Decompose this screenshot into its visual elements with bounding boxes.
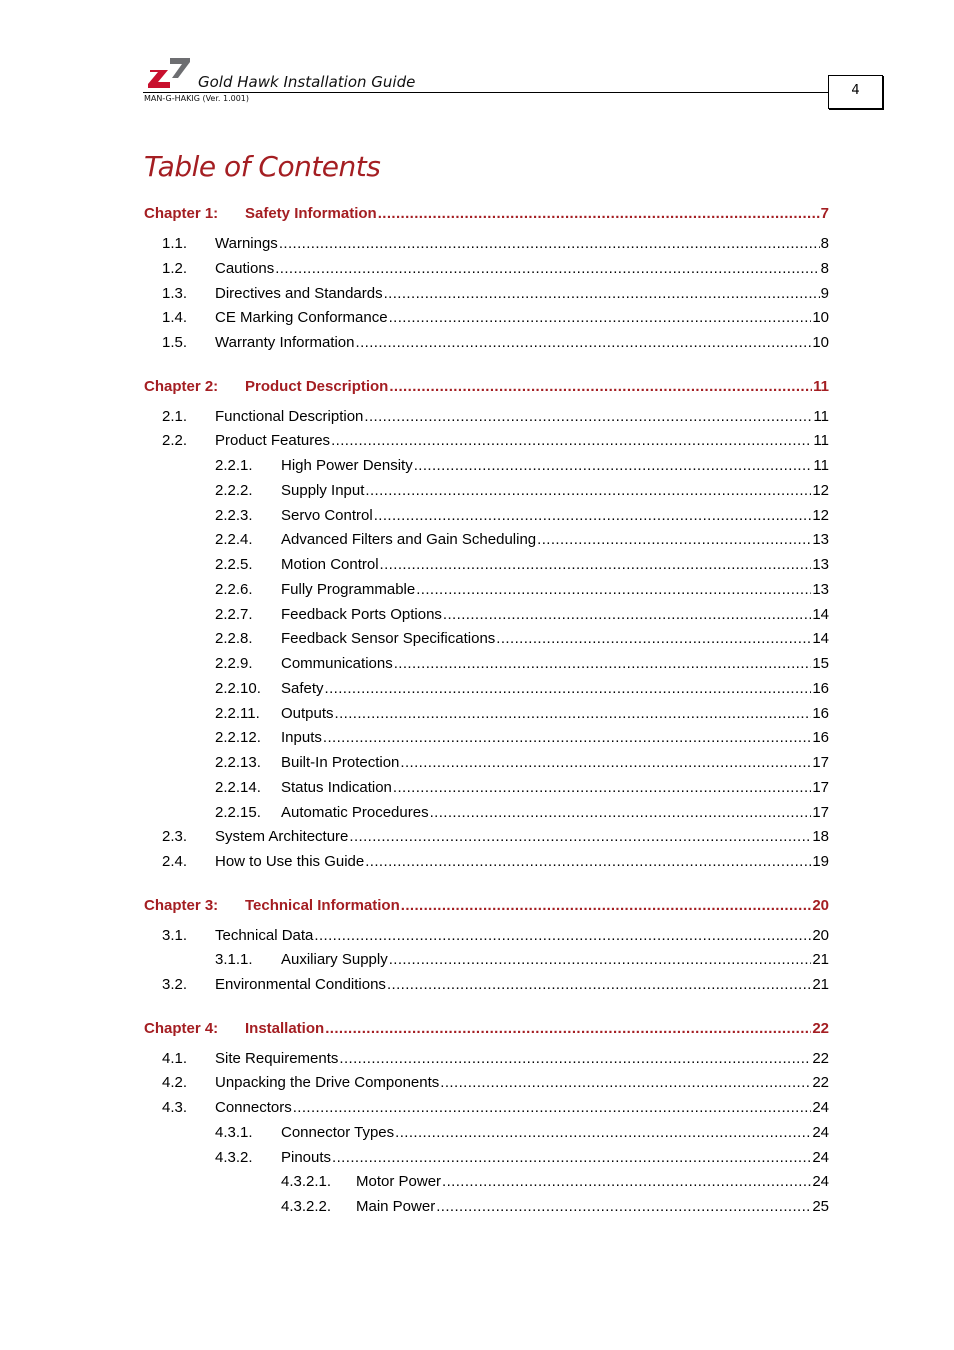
toc-entry-number: 2.2.10. xyxy=(215,680,261,697)
toc-entry-title: High Power Density xyxy=(281,457,413,474)
toc-dot-leader xyxy=(389,376,812,398)
toc-dot-leader xyxy=(395,1122,811,1144)
toc-entry-number: 2.4. xyxy=(162,853,188,870)
toc-dot-leader xyxy=(436,1196,811,1218)
toc-entry[interactable] xyxy=(215,802,829,824)
toc-entry-page: 13 xyxy=(812,556,829,573)
toc-dot-leader xyxy=(365,851,811,873)
toc-entry[interactable] xyxy=(215,777,829,799)
toc-dot-leader xyxy=(314,925,811,947)
toc-chapter-entry[interactable] xyxy=(144,1018,829,1040)
toc-entry[interactable] xyxy=(281,1196,829,1218)
toc-entry-title: Feedback Sensor Specifications xyxy=(281,630,496,647)
toc-entry[interactable] xyxy=(162,851,829,873)
toc-entry-page: 16 xyxy=(812,729,829,746)
toc-entry-title: Motor Power xyxy=(356,1173,442,1190)
toc-dot-leader xyxy=(384,283,820,305)
toc-entry-title: Unpacking the Drive Components xyxy=(215,1074,440,1091)
toc-entry-number: 2.2.14. xyxy=(215,779,261,796)
toc-dot-leader xyxy=(335,703,812,725)
toc-entry[interactable] xyxy=(215,1147,829,1169)
toc-entry-page: 16 xyxy=(812,705,829,722)
toc-entry-page: 11 xyxy=(813,378,829,395)
toc-entry-page: 13 xyxy=(812,531,829,548)
toc-entry-title: Product Features xyxy=(215,432,331,449)
toc-entry-number: 2.2. xyxy=(162,432,188,449)
toc-entry[interactable] xyxy=(162,233,829,255)
toc-dot-leader xyxy=(443,604,811,626)
toc-entry[interactable] xyxy=(215,949,829,971)
toc-entry-page: 10 xyxy=(812,309,829,326)
toc-entry-number: Chapter 2: xyxy=(144,378,219,395)
toc-dot-leader xyxy=(378,203,820,225)
toc-entry[interactable] xyxy=(215,703,829,725)
toc-dot-leader xyxy=(349,826,811,848)
toc-entry[interactable] xyxy=(162,1097,829,1119)
header-divider xyxy=(143,92,829,93)
toc-entry-title: Inputs xyxy=(281,729,322,746)
toc-entry[interactable] xyxy=(215,653,829,675)
toc-entry-page: 24 xyxy=(812,1124,829,1141)
toc-entry[interactable] xyxy=(215,455,829,477)
toc-entry-number: 3.1.1. xyxy=(215,951,253,968)
toc-entry-number: 2.2.6. xyxy=(215,581,253,598)
toc-entry-page: 14 xyxy=(812,630,829,647)
toc-entry-title: Safety Information xyxy=(245,205,377,222)
toc-entry-title: Communications xyxy=(281,655,393,672)
toc-entry-title: Site Requirements xyxy=(215,1050,339,1067)
toc-entry[interactable] xyxy=(215,579,829,601)
toc-entry-number: 4.3.2.1. xyxy=(281,1173,332,1190)
page-number: 4 xyxy=(828,75,883,109)
toc-entry-number: 1.1. xyxy=(162,235,188,252)
toc-entry-title: Warnings xyxy=(215,235,278,252)
toc-entry-title: Product Description xyxy=(245,378,389,395)
toc-entry-number: 4.3. xyxy=(162,1099,188,1116)
toc-dot-leader xyxy=(496,628,811,650)
toc-entry-page: 17 xyxy=(812,754,829,771)
toc-entry[interactable] xyxy=(162,925,829,947)
toc-entry-number: 3.2. xyxy=(162,976,188,993)
toc-entry-title: Feedback Ports Options xyxy=(281,606,442,623)
toc-dot-leader xyxy=(393,777,811,799)
toc-entry-title: CE Marking Conformance xyxy=(215,309,388,326)
toc-entry-number: 2.2.15. xyxy=(215,804,261,821)
toc-dot-leader xyxy=(537,529,811,551)
toc-entry-page: 22 xyxy=(812,1074,829,1091)
toc-entry-page: 20 xyxy=(812,897,829,914)
toc-entry-number: 4.3.2.2. xyxy=(281,1198,332,1215)
toc-entry-page: 24 xyxy=(812,1099,829,1116)
toc-dot-leader xyxy=(374,505,812,527)
toc-entry-page: 18 xyxy=(812,828,829,845)
toc-dot-leader xyxy=(323,727,811,749)
toc-chapter-entry[interactable] xyxy=(144,895,829,917)
toc-entry[interactable] xyxy=(215,529,829,551)
toc-entry-page: 16 xyxy=(812,680,829,697)
toc-dot-leader xyxy=(416,579,811,601)
toc-entry[interactable] xyxy=(162,826,829,848)
toc-entry-number: 2.1. xyxy=(162,408,188,425)
toc-entry-page: 17 xyxy=(812,804,829,821)
toc-entry-page: 21 xyxy=(812,976,829,993)
toc-entry-title: Motion Control xyxy=(281,556,379,573)
toc-entry-title: Advanced Filters and Gain Scheduling xyxy=(281,531,537,548)
toc-entry-title: Safety xyxy=(281,680,324,697)
toc-entry[interactable] xyxy=(215,505,829,527)
toc-dot-leader xyxy=(331,430,812,452)
company-logo xyxy=(148,58,190,88)
toc-entry-title: Servo Control xyxy=(281,507,373,524)
toc-entry-title: Technical Information xyxy=(245,897,400,914)
toc-dot-leader xyxy=(365,480,811,502)
toc-dot-leader xyxy=(339,1048,811,1070)
toc-entry[interactable] xyxy=(162,406,829,428)
toc-dot-leader xyxy=(440,1072,811,1094)
toc-dot-leader xyxy=(387,974,811,996)
toc-dot-leader xyxy=(389,307,812,329)
toc-entry-number: 1.5. xyxy=(162,334,188,351)
toc-entry[interactable] xyxy=(215,727,829,749)
toc-entry-number: 1.2. xyxy=(162,260,188,277)
toc-entry-number: Chapter 3: xyxy=(144,897,219,914)
toc-entry[interactable] xyxy=(215,480,829,502)
toc-entry-title: Pinouts xyxy=(281,1149,332,1166)
toc-entry-number: 2.2.1. xyxy=(215,457,253,474)
toc-entry-number: Chapter 4: xyxy=(144,1020,219,1037)
toc-dot-leader xyxy=(325,1018,811,1040)
toc-dot-leader xyxy=(364,406,812,428)
toc-entry-number: Chapter 1: xyxy=(144,205,219,222)
toc-entry-number: 2.2.13. xyxy=(215,754,261,771)
toc-entry-page: 14 xyxy=(812,606,829,623)
toc-dot-leader xyxy=(442,1171,811,1193)
toc-dot-leader xyxy=(332,1147,811,1169)
toc-dot-leader xyxy=(293,1097,812,1119)
toc-dot-leader xyxy=(380,554,812,576)
toc-entry-number: 2.2.12. xyxy=(215,729,261,746)
toc-entry-title: Cautions xyxy=(215,260,275,277)
toc-entry-number: 4.3.1. xyxy=(215,1124,253,1141)
toc-entry-title: Fully Programmable xyxy=(281,581,416,598)
toc-entry-number: 1.4. xyxy=(162,309,188,326)
toc-entry-page: 25 xyxy=(812,1198,829,1215)
toc-entry-title: Outputs xyxy=(281,705,334,722)
toc-entry-title: Status Indication xyxy=(281,779,392,796)
toc-dot-leader xyxy=(430,802,812,824)
toc-entry-title: Connectors xyxy=(215,1099,292,1116)
toc-entry[interactable] xyxy=(162,1072,829,1094)
toc-entry-title: System Architecture xyxy=(215,828,349,845)
toc-entry-page: 12 xyxy=(812,482,829,499)
toc-heading: Table of Contents xyxy=(144,150,381,183)
toc-entry-page: 10 xyxy=(812,334,829,351)
toc-chapter-entry[interactable] xyxy=(144,376,829,398)
toc-entry-title: Directives and Standards xyxy=(215,285,383,302)
toc-entry[interactable] xyxy=(162,1048,829,1070)
toc-entry-number: 2.2.9. xyxy=(215,655,253,672)
document-title: Gold Hawk Installation Guide xyxy=(198,73,416,91)
toc-entry-page: 13 xyxy=(812,581,829,598)
toc-dot-leader xyxy=(356,332,812,354)
toc-entry-number: 2.2.4. xyxy=(215,531,253,548)
toc-entry[interactable] xyxy=(162,283,829,305)
toc-entry-number: 2.2.7. xyxy=(215,606,253,623)
toc-entry[interactable] xyxy=(162,258,829,280)
toc-dot-leader xyxy=(389,949,812,971)
toc-entry-title: Auxiliary Supply xyxy=(281,951,388,968)
toc-entry-title: Built-In Protection xyxy=(281,754,400,771)
toc-entry-title: How to Use this Guide xyxy=(215,853,365,870)
toc-entry-number: 2.2.5. xyxy=(215,556,253,573)
toc-entry[interactable] xyxy=(281,1171,829,1193)
toc-entry-title: Technical Data xyxy=(215,927,314,944)
toc-entry[interactable] xyxy=(162,974,829,996)
toc-entry-number: 2.2.11. xyxy=(215,705,260,722)
toc-entry[interactable] xyxy=(215,628,829,650)
toc-entry-page: 8 xyxy=(820,235,829,252)
toc-entry-page: 9 xyxy=(820,285,829,302)
toc-entry-title: Environmental Conditions xyxy=(215,976,386,993)
toc-entry-page: 11 xyxy=(813,408,829,425)
toc-entry-page: 17 xyxy=(812,779,829,796)
toc-entry-title: Warranty Information xyxy=(215,334,355,351)
toc-dot-leader xyxy=(394,653,812,675)
toc-entry-number: 4.2. xyxy=(162,1074,188,1091)
toc-dot-leader xyxy=(325,678,812,700)
toc-entry-number: 1.3. xyxy=(162,285,188,302)
toc-entry-title: Supply Input xyxy=(281,482,365,499)
document-code: MAN-G-HAKIG (Ver. 1.001) xyxy=(144,94,250,103)
toc-entry-page: 15 xyxy=(812,655,829,672)
toc-entry-number: 2.2.3. xyxy=(215,507,253,524)
toc-entry-page: 8 xyxy=(820,260,829,277)
toc-entry-page: 19 xyxy=(812,853,829,870)
toc-entry-page: 22 xyxy=(812,1050,829,1067)
toc-entry-page: 22 xyxy=(812,1020,829,1037)
toc-entry-page: 12 xyxy=(812,507,829,524)
toc-dot-leader xyxy=(400,752,811,774)
toc-entry[interactable] xyxy=(215,1122,829,1144)
toc-entry-page: 7 xyxy=(820,205,829,222)
toc-entry-number: 2.2.2. xyxy=(215,482,253,499)
toc-entry-number: 2.3. xyxy=(162,828,188,845)
toc-entry-page: 11 xyxy=(813,457,829,474)
toc-dot-leader xyxy=(275,258,819,280)
toc-entry-page: 24 xyxy=(812,1149,829,1166)
toc-entry[interactable] xyxy=(215,678,829,700)
toc-dot-leader xyxy=(401,895,812,917)
toc-entry-number: 3.1. xyxy=(162,927,188,944)
toc-entry-number: 4.3.2. xyxy=(215,1149,253,1166)
toc-chapter-entry[interactable] xyxy=(144,203,829,225)
toc-entry-number: 2.2.8. xyxy=(215,630,253,647)
toc-entry[interactable] xyxy=(215,604,829,626)
toc-entry-number: 4.1. xyxy=(162,1050,188,1067)
toc-entry-title: Installation xyxy=(245,1020,325,1037)
toc-entry-title: Connector Types xyxy=(281,1124,395,1141)
toc-entry-page: 20 xyxy=(812,927,829,944)
toc-entry[interactable] xyxy=(215,752,829,774)
toc-entry[interactable] xyxy=(162,307,829,329)
toc-entry[interactable] xyxy=(162,430,829,452)
toc-entry-page: 21 xyxy=(812,951,829,968)
toc-dot-leader xyxy=(414,455,813,477)
toc-entry[interactable] xyxy=(162,332,829,354)
toc-entry-title: Main Power xyxy=(356,1198,436,1215)
toc-dot-leader xyxy=(279,233,820,255)
toc-entry-page: 24 xyxy=(812,1173,829,1190)
toc-entry[interactable] xyxy=(215,554,829,576)
toc-entry-title: Functional Description xyxy=(215,408,364,425)
toc-entry-title: Automatic Procedures xyxy=(281,804,429,821)
toc-entry-page: 11 xyxy=(813,432,829,449)
